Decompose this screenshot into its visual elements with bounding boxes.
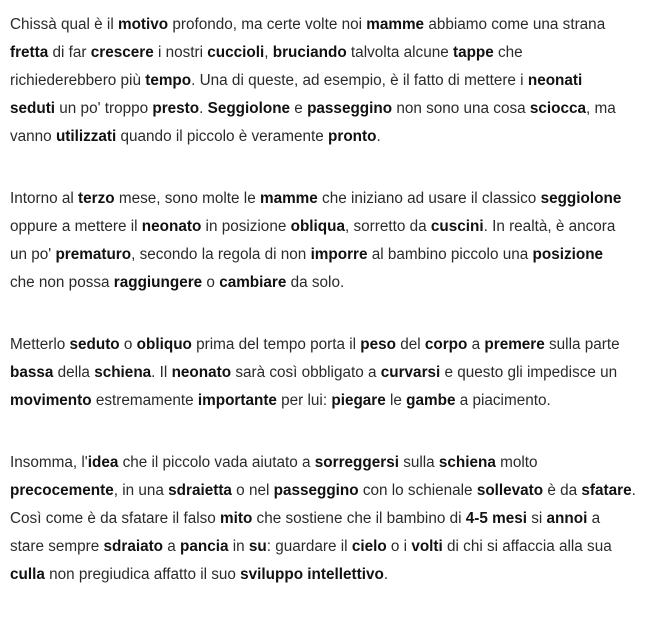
text-run: i nostri: [153, 44, 208, 61]
bold-keyword: presto: [152, 100, 200, 117]
text-line: [10, 123, 650, 151]
text-run: .: [631, 482, 636, 499]
text-run: della: [53, 364, 95, 381]
text-run: .: [376, 128, 381, 145]
bold-keyword: prematuro: [55, 246, 132, 263]
bold-keyword: pancia: [180, 538, 229, 555]
text-run: abbiamo come una strana: [424, 16, 606, 33]
text-run: o: [119, 336, 137, 353]
bold-keyword: bassa: [10, 364, 54, 381]
bold-keyword: cambiare: [219, 274, 287, 291]
bold-keyword: seduto: [69, 336, 120, 353]
text-run: richiederebbero più: [10, 72, 146, 89]
text-run: che: [493, 44, 523, 61]
bold-keyword: obliquo: [136, 336, 192, 353]
bold-keyword: sviluppo intellettivo: [240, 566, 384, 583]
text-run: . Il: [151, 364, 172, 381]
text-run: le: [385, 392, 407, 409]
text-run: in: [228, 538, 249, 555]
text-run: che non possa: [10, 274, 114, 291]
text-line: [10, 241, 650, 269]
text-run: che iniziano ad usare il classico: [317, 190, 541, 207]
text-line: [10, 477, 650, 505]
text-run: ,: [264, 44, 273, 61]
bold-keyword: cielo: [351, 538, 387, 555]
bold-keyword: premere: [484, 336, 545, 353]
text-run: vanno: [10, 128, 56, 145]
text-line: [10, 505, 650, 533]
bold-keyword: peso: [360, 336, 396, 353]
text-run: sulla parte: [544, 336, 620, 353]
bold-keyword: sdraietta: [168, 482, 232, 499]
text-run: molto: [495, 454, 538, 471]
text-run: : guardare il: [266, 538, 352, 555]
text-run: a piacimento.: [455, 392, 551, 409]
text-line: [10, 331, 650, 359]
bold-keyword: 4-5 mesi: [465, 510, 527, 527]
text-line: [10, 269, 650, 297]
bold-keyword: Seggiolone: [207, 100, 291, 117]
bold-keyword: su: [248, 538, 267, 555]
text-run: che sostiene che il bambino di: [252, 510, 466, 527]
text-run: a: [467, 336, 485, 353]
text-run: quando il piccolo è veramente: [116, 128, 329, 145]
text-run: Chissà qual è il: [10, 16, 118, 33]
text-run: Insomma, l': [10, 454, 88, 471]
bold-keyword: culla: [10, 566, 45, 583]
text-run: sarà così obbligato a: [231, 364, 381, 381]
text-run: e questo gli impedisce un: [440, 364, 618, 381]
text-run: profondo, ma certe volte noi: [168, 16, 367, 33]
text-line: [10, 533, 650, 561]
bold-keyword: curvarsi: [380, 364, 441, 381]
bold-keyword: obliqua: [290, 218, 345, 235]
bold-keyword: sorreggersi: [314, 454, 399, 471]
text-run: che il piccolo vada aiutato a: [118, 454, 315, 471]
text-run: di chi si affaccia alla sua: [442, 538, 612, 555]
text-run: stare sempre: [10, 538, 104, 555]
bold-keyword: terzo: [78, 190, 115, 207]
text-run: a: [587, 510, 601, 527]
bold-keyword: cuccioli: [207, 44, 265, 61]
text-run: e: [290, 100, 308, 117]
bold-keyword: corpo: [424, 336, 468, 353]
text-run: in posizione: [201, 218, 291, 235]
bold-keyword: piegare: [331, 392, 386, 409]
text-run: . In realtà, è ancora: [483, 218, 616, 235]
bold-keyword: raggiungere: [113, 274, 203, 291]
bold-keyword: annoi: [546, 510, 588, 527]
paragraph-1: [10, 11, 650, 151]
article-body: [10, 11, 650, 623]
paragraph-2: [10, 185, 650, 297]
text-run: prima del tempo porta il: [191, 336, 361, 353]
bold-keyword: seduti: [10, 100, 56, 117]
bold-keyword: gambe: [406, 392, 456, 409]
text-run: , secondo la regola di non: [131, 246, 311, 263]
bold-keyword: tempo: [145, 72, 192, 89]
bold-keyword: sollevato: [476, 482, 544, 499]
bold-keyword: mamme: [259, 190, 318, 207]
bold-keyword: imporre: [310, 246, 368, 263]
text-line: [10, 449, 650, 477]
bold-keyword: schiena: [94, 364, 152, 381]
text-run: o nel: [231, 482, 274, 499]
text-run: non pregiudica affatto il suo: [44, 566, 241, 583]
text-line: [10, 67, 650, 95]
bold-keyword: passeggino: [307, 100, 393, 117]
bold-keyword: volti: [411, 538, 443, 555]
text-run: , in una: [113, 482, 169, 499]
text-run: sulla: [398, 454, 439, 471]
text-line: [10, 359, 650, 387]
bold-keyword: importante: [197, 392, 277, 409]
text-run: Intorno al: [10, 190, 79, 207]
bold-keyword: posizione: [532, 246, 604, 263]
bold-keyword: tappe: [452, 44, 494, 61]
paragraph-4: [10, 449, 650, 589]
text-line: [10, 387, 650, 415]
text-run: si: [526, 510, 547, 527]
text-run: , sorretto da: [344, 218, 431, 235]
text-run: .: [199, 100, 208, 117]
text-line: [10, 561, 650, 589]
text-run: estremamente: [91, 392, 198, 409]
bold-keyword: movimento: [10, 392, 92, 409]
text-run: un po': [10, 246, 56, 263]
text-line: [10, 185, 650, 213]
bold-keyword: fretta: [10, 44, 49, 61]
text-run: talvolta alcune: [346, 44, 453, 61]
bold-keyword: neonato: [141, 218, 202, 235]
text-run: un po' troppo: [55, 100, 153, 117]
text-line: [10, 11, 650, 39]
bold-keyword: precocemente: [10, 482, 114, 499]
bold-keyword: pronto: [328, 128, 377, 145]
text-run: o i: [386, 538, 412, 555]
bold-keyword: sdraiato: [103, 538, 164, 555]
bold-keyword: motivo: [117, 16, 169, 33]
paragraph-3: [10, 331, 650, 415]
text-line: [10, 95, 650, 123]
text-run: per lui:: [276, 392, 332, 409]
text-run: mese, sono molte le: [114, 190, 260, 207]
bold-keyword: bruciando: [272, 44, 347, 61]
bold-keyword: sciocca: [529, 100, 586, 117]
bold-keyword: sfatare: [581, 482, 632, 499]
text-run: Metterlo: [10, 336, 70, 353]
text-run: . Una di queste, ad esempio, è il fatto di mettere i: [191, 72, 528, 89]
bold-keyword: mito: [220, 510, 253, 527]
bold-keyword: idea: [87, 454, 119, 471]
text-run: non sono una cosa: [392, 100, 530, 117]
bold-keyword: cuscini: [430, 218, 484, 235]
text-run: o: [202, 274, 220, 291]
text-run: di far: [48, 44, 91, 61]
text-run: da solo.: [286, 274, 345, 291]
bold-keyword: seggiolone: [540, 190, 622, 207]
text-run: al bambino piccolo una: [367, 246, 533, 263]
bold-keyword: mamme: [366, 16, 425, 33]
text-line: [10, 213, 650, 241]
text-run: , ma: [586, 100, 616, 117]
text-run: oppure a mettere il: [10, 218, 142, 235]
bold-keyword: passeggino: [273, 482, 359, 499]
text-run: .: [383, 566, 389, 583]
text-run: con lo schienale: [358, 482, 477, 499]
text-run: Così come è da sfatare il falso: [10, 510, 221, 527]
text-run: a: [163, 538, 181, 555]
bold-keyword: utilizzati: [55, 128, 117, 145]
text-run: è da: [543, 482, 582, 499]
bold-keyword: neonato: [171, 364, 232, 381]
text-line: [10, 39, 650, 67]
bold-keyword: neonati: [527, 72, 583, 89]
bold-keyword: schiena: [438, 454, 496, 471]
bold-keyword: crescere: [90, 44, 154, 61]
text-run: del: [395, 336, 425, 353]
